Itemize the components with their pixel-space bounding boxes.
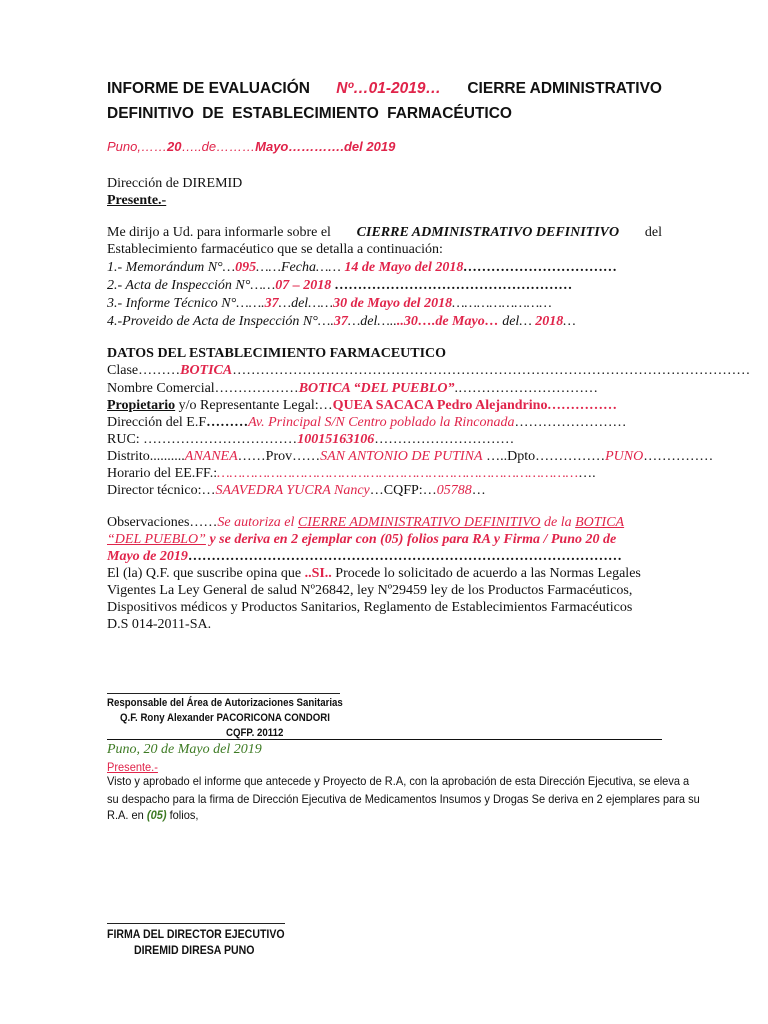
propietario-value: QUEA SACACA Pedro Alejandrino: [332, 398, 548, 413]
title-part-b: CIERRE ADMINISTRATIVO: [467, 80, 662, 97]
signature1-name: Q.F. Rony Alexander PACORICONA CONDORI: [120, 712, 330, 724]
field-propietario: Propietario y/o Representante Legal:…QUEA SACACA Pedro Alejandrino……………: [107, 398, 618, 413]
intro-line1: Me dirijo a Ud. para informarle sobre el CIERRE ADMINISTRATIVO DEFINITIVO del: [107, 225, 662, 240]
signature-line: [107, 693, 340, 694]
folios-count: (05): [146, 808, 167, 822]
separator-line: [107, 739, 662, 740]
reference-item: 2.- Acta de Inspección N°……07 – 2018 ……………………………………………: [107, 278, 573, 293]
dateline: Puno,……20…..de………Mayo………….del 2019: [107, 139, 396, 154]
section-heading-datos: DATOS DEL ESTABLECIMIENTO FARMACEUTICO: [107, 346, 447, 361]
field-nombre-comercial: Nombre Comercial………………BOTICA “DEL PUEBLO”.…………………………: [107, 381, 599, 396]
opinion-line3: Dispositivos médicos y Productos Sanitarios, Reglamento de Establecimientos Farmacéuticos: [107, 600, 633, 615]
field-ubicacion: Distrito..........ANANEA……Prov……SAN ANTONIO DE PUTINA …..Dpto……………PUNO……………: [107, 449, 714, 464]
addressee-line1: Dirección de DIREMID: [107, 176, 243, 191]
field-director-tecnico: Director técnico:…SAAVEDRA YUCRA Nancy…CQFP:…05788…: [107, 483, 486, 498]
date-month: Mayo: [255, 139, 289, 154]
intro-line2: Establecimiento farmacéutico que se detalla a continuación:: [107, 242, 443, 257]
opinion-line4: D.S 014-2011-SA.: [107, 617, 212, 632]
date-day: 20: [166, 139, 182, 154]
document-title-line2: DEFINITIVO DE ESTABLECIMIENTO FARMACÉUTICO: [107, 105, 512, 122]
field-clase: Clase………BOTICA…………………………………………………………………………………………………: [107, 363, 751, 378]
nombre-value: BOTICA “DEL PUEBLO”: [298, 381, 455, 396]
opinion-line1: El (la) Q.F. que suscribe opina que ..SI.. Procede lo solicitado de acuerdo a las Normas Legales: [107, 566, 641, 581]
distrito-value: ANANEA: [184, 449, 238, 464]
report-number: Nº…01-2019…: [336, 80, 442, 97]
signature1-role: Responsable del Área de Autorizaciones Sanitarias: [107, 697, 343, 709]
reference-item: 3.- Informe Técnico N°…….37…del……30 de Mayo del 2018……………………: [107, 296, 552, 311]
clase-value: BOTICA: [180, 363, 233, 378]
approval-presente: Presente.-: [107, 760, 158, 774]
field-horario: Horario del EE.FF.:……………………………………………………………………………….: [107, 466, 596, 481]
opinion-si: ..SI..: [304, 566, 332, 581]
direccion-value: Av. Principal S/N Centro poblado la Rinconada: [248, 415, 515, 430]
approval-date: Puno, 20 de Mayo del 2019: [107, 742, 262, 757]
observaciones-line3: Mayo de 2019…………………………………………………………………………………: [107, 549, 622, 564]
observaciones-line1: Observaciones……Se autoriza el CIERRE ADMINISTRATIVO DEFINITIVO de la BOTICA: [107, 515, 625, 530]
signature2-office: DIREMID DIRESA PUNO: [134, 943, 255, 957]
opinion-line2: Vigentes La Ley General de salud Nº26842, ley Nº29459 ley de los Productos Farmacéuticos,: [107, 583, 633, 598]
intro-emphasis: CIERRE ADMINISTRATIVO DEFINITIVO: [356, 225, 620, 240]
field-ruc: RUC: ……………………………10015163106…………………………: [107, 432, 515, 447]
departamento-value: PUNO: [605, 449, 644, 464]
approval-line1: Visto y aprobado el informe que antecede y Proyecto de R.A, con la aprobación de esta Dirección Ejecutiva, se eleva a: [107, 774, 690, 788]
ruc-value: 10015163106: [297, 432, 375, 447]
cqfp-value: 05788: [436, 483, 472, 498]
signature1-cqfp: CQFP. 20112: [226, 727, 284, 739]
addressee-presente: Presente.-: [107, 193, 167, 208]
signature2-title: FIRMA DEL DIRECTOR EJECUTIVO: [107, 927, 285, 941]
document-title-line1: [107, 80, 662, 98]
reference-item: 1.- Memorándum N°…095……Fecha…… 14 de Mayo del 2018……………………………: [107, 260, 618, 275]
provincia-value: SAN ANTONIO DE PUTINA: [320, 449, 483, 464]
director-tecnico-value: SAAVEDRA YUCRA Nancy: [215, 483, 370, 498]
signature2-line: [107, 923, 285, 924]
reference-item: 4.-Proveido de Acta de Inspección N°….37…del…....30….de Mayo… del… 2018…: [107, 314, 576, 329]
field-direccion: Dirección del E.F………Av. Principal S/N Centro poblado la Rinconada……………………: [107, 415, 627, 430]
observaciones-line2: “DEL PUEBLO” y se deriva en 2 ejemplar con (05) folios para RA y Firma / Puno 20 de: [107, 532, 617, 547]
title-part-a: INFORME DE EVALUACIÓN: [107, 80, 310, 97]
approval-line2: su despacho para la firma de Dirección Ejecutiva de Medicamentos Insumos y Drogas Se deriva en 2 ejemplares para su: [107, 792, 700, 806]
approval-line3: R.A. en (05) folios,: [107, 808, 199, 822]
